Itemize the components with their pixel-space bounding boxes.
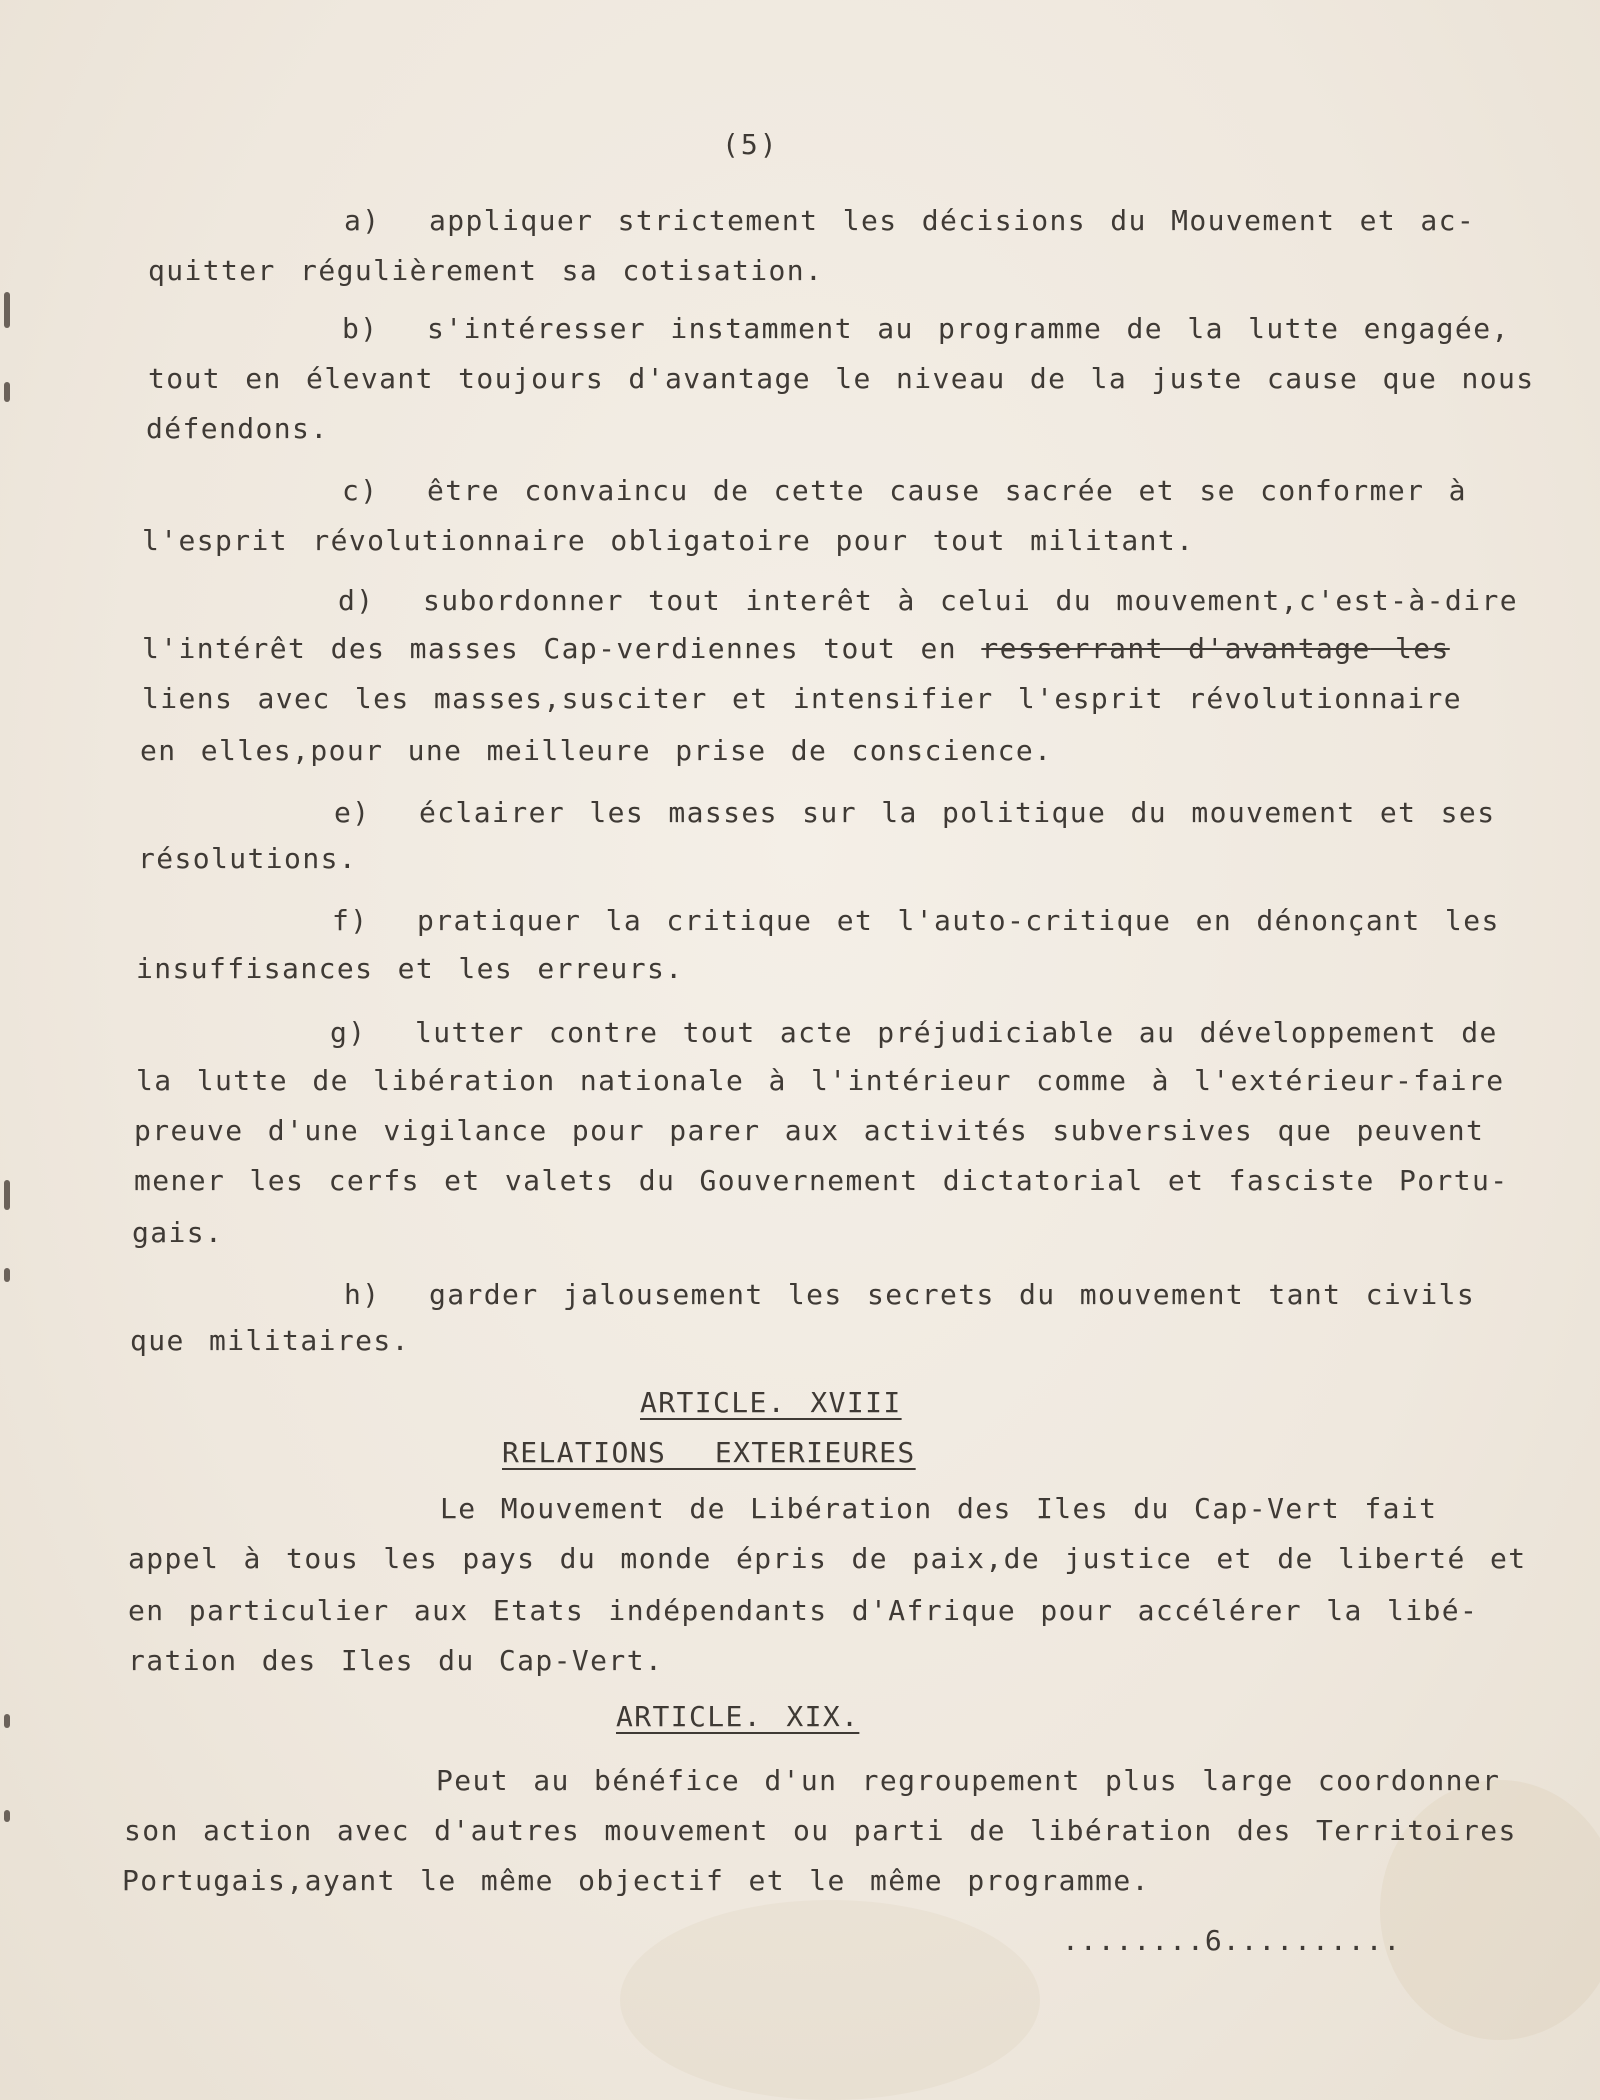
duty-f-line-2: insuffisances et les erreurs. bbox=[136, 952, 684, 985]
duty-g-line-5: gais. bbox=[132, 1216, 224, 1249]
duty-a-line-1: a) appliquer strictement les décisions du Mouvement et ac- bbox=[344, 204, 1476, 237]
binder-hole-mark bbox=[4, 292, 10, 328]
duty-d-line-4: en elles,pour une meilleure prise de conscience. bbox=[140, 734, 1053, 767]
binder-hole-mark bbox=[4, 1180, 10, 1210]
duty-f-line-1: f) pratiquer la critique et l'auto-critique en dénonçant les bbox=[332, 904, 1500, 937]
duty-e-line-1: e) éclairer les masses sur la politique du mouvement et ses bbox=[334, 796, 1496, 829]
struck-text: resserrant d'avantage bbox=[981, 632, 1371, 665]
article-18-heading: ARTICLE. XVIII bbox=[640, 1386, 902, 1419]
page-number: (5) bbox=[722, 128, 779, 161]
duty-d-line-3: liens avec les masses,susciter et intensifier l'esprit révolutionnaire bbox=[142, 682, 1463, 715]
duty-c-line-1: c) être convaincu de cette cause sacrée et se conformer à bbox=[342, 474, 1467, 507]
binder-hole-mark bbox=[4, 1810, 10, 1822]
article-19-line-1: Peut au bénéfice d'un regroupement plus large coordonner bbox=[436, 1764, 1501, 1797]
duty-h-line-1: h) garder jalousement les secrets du mouvement tant civils bbox=[344, 1278, 1476, 1311]
article-19-heading: ARTICLE. XIX. bbox=[616, 1700, 860, 1733]
duty-d-line-1: d) subordonner tout interêt à celui du mouvement,c'est-à-dire bbox=[338, 584, 1518, 617]
article-18-subheading: RELATIONS EXTERIEURES bbox=[502, 1436, 916, 1469]
binder-hole-mark bbox=[4, 1268, 10, 1282]
duty-b-line-3: défendons. bbox=[146, 412, 329, 445]
duty-e-line-2: résolutions. bbox=[138, 842, 358, 875]
article-18-line-2: appel à tous les pays du monde épris de paix,de justice et de liberté et bbox=[128, 1542, 1527, 1575]
continuation-marker: ........6.......... bbox=[1062, 1924, 1402, 1957]
duty-c-line-2: l'esprit révolutionnaire obligatoire pour tout militant. bbox=[142, 524, 1195, 557]
paper-stain bbox=[620, 1900, 1040, 2100]
duty-g-line-4: mener les cerfs et valets du Gouvernement dictatorial et fasciste Portu- bbox=[134, 1164, 1509, 1197]
duty-a-line-2: quitter régulièrement sa cotisation. bbox=[148, 254, 824, 287]
binder-hole-mark bbox=[4, 382, 10, 402]
duty-h-line-2: que militaires. bbox=[130, 1324, 410, 1357]
binder-hole-mark bbox=[4, 1714, 10, 1728]
duty-b-line-2: tout en élevant toujours d'avantage le niveau de la juste cause que nous bbox=[148, 362, 1535, 395]
article-19-line-2: son action avec d'autres mouvement ou parti de libération des Territoires bbox=[124, 1814, 1517, 1847]
article-18-line-3: en particulier aux Etats indépendants d'Afrique pour accélérer la libé- bbox=[128, 1594, 1479, 1627]
duty-b-line-1: b) s'intéresser instamment au programme de la lutte engagée, bbox=[342, 312, 1510, 345]
article-19-line-3: Portugais,ayant le même objectif et le même programme. bbox=[122, 1864, 1150, 1897]
duty-g-line-3: preuve d'une vigilance pour parer aux activités subversives que peuvent bbox=[134, 1114, 1485, 1147]
struck-trailing: les bbox=[1370, 632, 1450, 665]
duty-d-line-2-text: l'intérêt des masses Cap-verdiennes tout en bbox=[142, 632, 982, 665]
article-18-line-4: ration des Iles du Cap-Vert. bbox=[128, 1644, 664, 1677]
article-18-line-1: Le Mouvement de Libération des Iles du Cap-Vert fait bbox=[440, 1492, 1438, 1525]
duty-g-line-2: la lutte de libération nationale à l'intérieur comme à l'extérieur-faire bbox=[136, 1064, 1505, 1097]
duty-d-line-2 bbox=[142, 632, 1450, 666]
duty-g-line-1: g) lutter contre tout acte préjudiciable au développement de bbox=[330, 1016, 1498, 1049]
